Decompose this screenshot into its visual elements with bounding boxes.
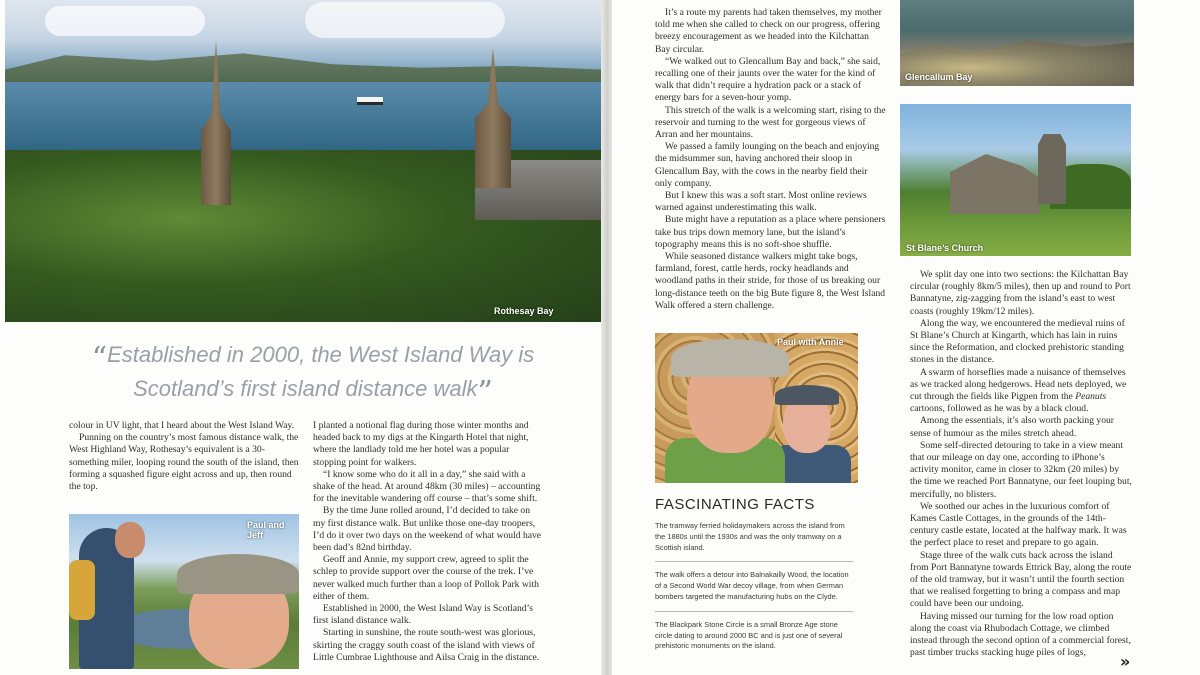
photo-caption: Paul and Jeff xyxy=(247,520,285,540)
paragraph: While seasoned distance walkers might take bogs, farmland, forest, cattle herds, rocky headlands and woodland paths in their stride, for those of us breaking our long-distance teeth on the big Bute figure 8, the West Island Walk offered a stern challenge. xyxy=(655,251,886,311)
article-column-1 xyxy=(69,420,301,493)
paragraph: We split day one into two sections: the Kilchattan Bay circular (roughly 8km/5 miles), then up and round to Port Bannatyne, zig-zagging from the island’s east to west coasts (roughly 19km/12 miles). xyxy=(910,269,1131,317)
church-ruin xyxy=(1038,134,1066,204)
article-column-4 xyxy=(910,269,1132,660)
paul-and-jeff-photo xyxy=(69,514,299,669)
paul-with-annie-photo xyxy=(655,333,858,483)
photo-caption: Rothesay Bay xyxy=(494,306,554,316)
paragraph: A swarm of horseflies made a nuisance of themselves as we tracked along hedgerows. Head nets deployed, we cut through the fields like Pigpen from the Peanuts cartoons, followed as he was by a black cloud. xyxy=(910,366,1127,415)
paragraph: Geoff and Annie, my support crew, agreed to split the schlep to provide support over the course of the trek. I’ve never walked much further than a loop of Pollok Park with either of them. xyxy=(313,554,539,602)
rothesay-bay-photo xyxy=(5,0,601,322)
paragraph: We passed a family lounging on the beach and enjoying the midsummer sun, having anchored their sloop in Glencallum Bay, with the cows in the nearby field their only company. xyxy=(655,141,880,189)
paragraph: Bute might have a reputation as a place where pensioners take bus trips down memory lane, but the island’s topography means this is no soft-shoe shuffle. xyxy=(655,214,886,250)
fact-item: The walk offers a detour into Balnakailly Wood, the location of a Second World War decoy village, from when German bombers targeted the manufacturing hubs on the Clyde. xyxy=(655,570,853,611)
paragraph: Established in 2000, the West Island Way is Scotland’s first island distance walk. xyxy=(313,603,533,627)
fact-item: The Blackpark Stone Circle is a small Bronze Age stone circle dating to around 2000 BC and is just one of several prehistoric monuments on the island. xyxy=(655,619,843,651)
fact-item: The tramway ferried holidaymakers across the island from the 1880s until the 1930s and was the only tramway on a Scottish island. xyxy=(655,521,853,562)
fascinating-facts-box xyxy=(655,496,853,668)
paragraph: I planted a notional flag during those winter months and headed back to my digs at the Kingarth Hotel that night, where the landlady told me her hotel was a popular stopping point for walkers. xyxy=(313,420,529,468)
paragraph: Among the essentials, it’s also worth packing your sense of humour as the miles stretch ahead. xyxy=(910,415,1114,439)
paragraph: But I knew this was a soft start. Most online reviews warned against underestimating this walk. xyxy=(655,190,867,214)
article-column-3 xyxy=(655,7,886,312)
pull-quote-text: Established in 2000, the West Island Way is Scotland’s first island distance walk xyxy=(107,342,535,401)
facts-heading: FASCINATING FACTS xyxy=(655,496,815,513)
paragraph: “We walked out to Glencallum Bay and back,” she said, recalling one of their jaunts over the water for the kind of walk that didn’t require a hydration pack or a stack of energy bars for a seven-hour yomp. xyxy=(655,55,881,104)
open-quote-mark: “ xyxy=(91,341,108,376)
glencallum-bay-photo xyxy=(900,0,1134,86)
paragraph: Having missed our turning for the low road option along the coast via Rhubodach Cottage, we climbed instead through the second option of a commercial forest, past timber trucks stacking huge piles of logs, xyxy=(910,610,1131,659)
paragraph: Starting in sunshine, the route south-west was glorious, skirting the craggy south coast of the island with views of Little Cumbrae Lighthouse and Ailsa Craig in the distance. xyxy=(313,627,540,663)
continue-arrow-icon: » xyxy=(1120,652,1131,671)
st-blanes-church-photo xyxy=(900,104,1131,256)
close-quote-mark: ” xyxy=(477,375,493,410)
ferry-boat xyxy=(357,97,383,105)
paragraph: colour in UV light, that I heard about the West Island Way. xyxy=(69,420,295,431)
paragraph: “I know some who do it all in a day,” she said with a shake of the head. At around 48km (30 miles) – accounting for the inevitable wandering off course – that’s some shift. xyxy=(313,468,541,505)
paragraph: Along the way, we encountered the medieval ruins of St Blane’s Church at Kingarth, which has lain in ruins since the Reformation, and clocked prehistoric standing stones in the distance. xyxy=(910,317,1125,366)
article-column-2 xyxy=(313,420,544,664)
photo-caption: Paul with Annie xyxy=(777,337,844,347)
paragraph: We soothed our aches in the luxurious comfort of Kames Castle Cottages, in the grounds of the 14th-century castle estate, located at the halfway mark. It was the perfect place to reset and prepare to go again. xyxy=(910,500,1127,549)
church-ruin xyxy=(950,154,1040,214)
paragraph: This stretch of the walk is a welcoming start, rising to the reservoir and turning to the west for gorgeous views of Arran and her mountains. xyxy=(655,104,886,141)
photo-caption: St Blane’s Church xyxy=(906,243,984,253)
photo-caption: Glencallum Bay xyxy=(905,72,973,82)
paragraph: It’s a route my parents had taken themselves, my mother told me when she called to check on our progress, offering breezy encouragement as we headed into the Kilchattan Bay circular. xyxy=(655,7,882,55)
paragraph: Some self-directed detouring to take in a view meant that our mileage on day one, according to iPhone’s activity monitor, came in closer to 32km (20 miles) by the time we reached Port Bannatyne, our feet louping but, mercifully, no blisters. xyxy=(910,439,1132,500)
paragraph: Punning on the country’s most famous distance walk, the West Highland Way, Rothesay’s equivalent is a 30-something miler, looping round the south of the island, then forming a squashed figure eight across and up, then round the top. xyxy=(69,432,299,493)
paragraph: By the time June rolled around, I’d decided to take on my first distance walk. But unlike those one-day troopers, I’d do it over two days on the weekend of what would have been dad’s 82nd birthday. xyxy=(313,505,542,554)
paragraph: Stage three of the walk cuts back across the island from Port Bannatyne towards Ettrick Bay, along the route of the old tramway, but it wasn’t until the fourth section that we realised forgetting to bring a compass and map could have been our undoing. xyxy=(910,549,1132,610)
pull-quote xyxy=(78,340,548,408)
